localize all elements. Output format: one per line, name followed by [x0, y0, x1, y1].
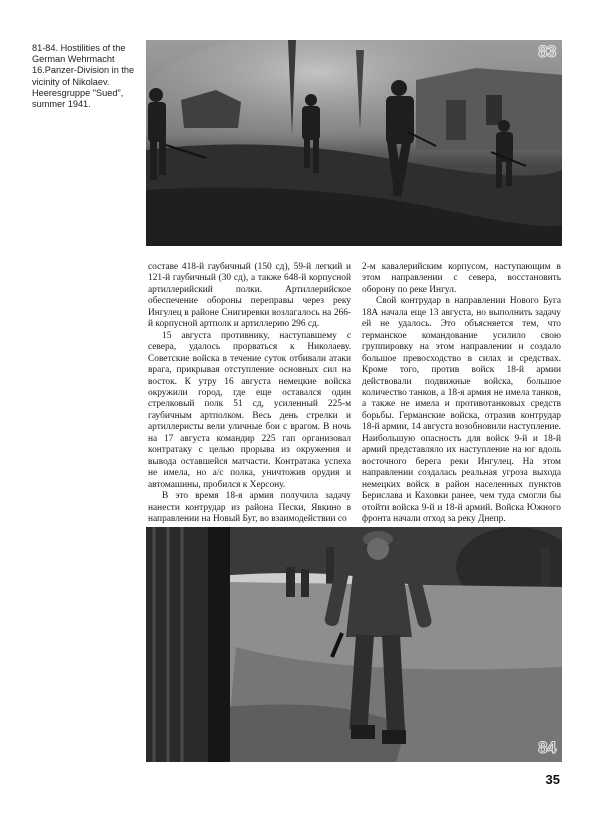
photo-number-83: 83 [538, 42, 556, 61]
photo-number-84: 84 [538, 738, 556, 757]
page-number: 35 [545, 772, 560, 787]
photo-caption: 81-84. Hostilities of the German Wehrmacht 16.Panzer-Division in the vicinity of Nikolaev. Heeresgruppe "Sued", summer 1941. [32, 43, 135, 110]
paragraph: составе 418-й гаубичный (150 сд), 59-й легкий и 121-й гаубичный (30 сд), а также 648-й корпусной артиллерийский полки. Артиллерийское обеспечение обороны переправы через реку Ингулец в районе Снигиревки возлагалось на 266-й корпусной артполк и артиллерию 296 сд. [148, 262, 351, 330]
photo-83 [146, 40, 562, 246]
paragraph: Свой контрудар в направлении Нового Буга 18А начала еще 13 августа, но выполнить задачу ей не удалось. Это объясняется тем, что германское командование усилило свою группировку на этом направлении и создало большое превосходство в силах и средствах. Кроме того, против войск 18-й армии действовали подвижные войска, большое количество танков, а 18-я армия не имела танков, а также не имела и противотанковых средств борьбы. Германские войска, отразив контрудар 18-й армии, 14 августа возобновили наступление. Наибольшую опасность для войск 9-й и 18-й армий представляло их наступление на юг вдоль восточного берега реки Ингулец. На этом направлении создалась реальная угроза выхода немецких войск в район населенных пунктов Берислава и Каховки ранее, чем туда смогли бы отойти войска 9-й и 18-й армий. Войска Южного фронта начали отход за реку Днепр. [362, 296, 561, 524]
paragraph: 15 августа противнику, наступавшему с севера, удалось прорваться к Николаеву. Советские войска в течение суток отбивали атаки врага, прикрывая отступление основных сил на восток. К утру 16 августа немецкие войска окружили город, где еще оставался один стрелковый полк 51 сд, усиленный 225-м гаубичным артполком. Весь день стрелки и артиллеристы вели уличные бои с врагом. В ночь на 17 августа командир 225 гап организовал контратаку с целью прорыва из окружения и вывода оставшейся матчасти. Контратака успеха не имела, но а/с полка, уничтожив орудия и автомашины, пробился к Херсону. [148, 330, 351, 490]
village-road-photo [146, 527, 562, 762]
battlefield-photo [146, 40, 562, 246]
paragraph: 2-м кавалерийским корпусом, наступающим в этом направлении с севера, восстановить оборону по реке Ингул. [362, 262, 561, 295]
photo-84 [146, 527, 562, 762]
text-column-right [362, 262, 561, 525]
paragraph: В это время 18-я армия получила задачу нанести контрудар из района Пески, Явкино в направлении на Новый Буг, во взаимодействии со [148, 491, 351, 524]
text-column-left [148, 262, 351, 525]
